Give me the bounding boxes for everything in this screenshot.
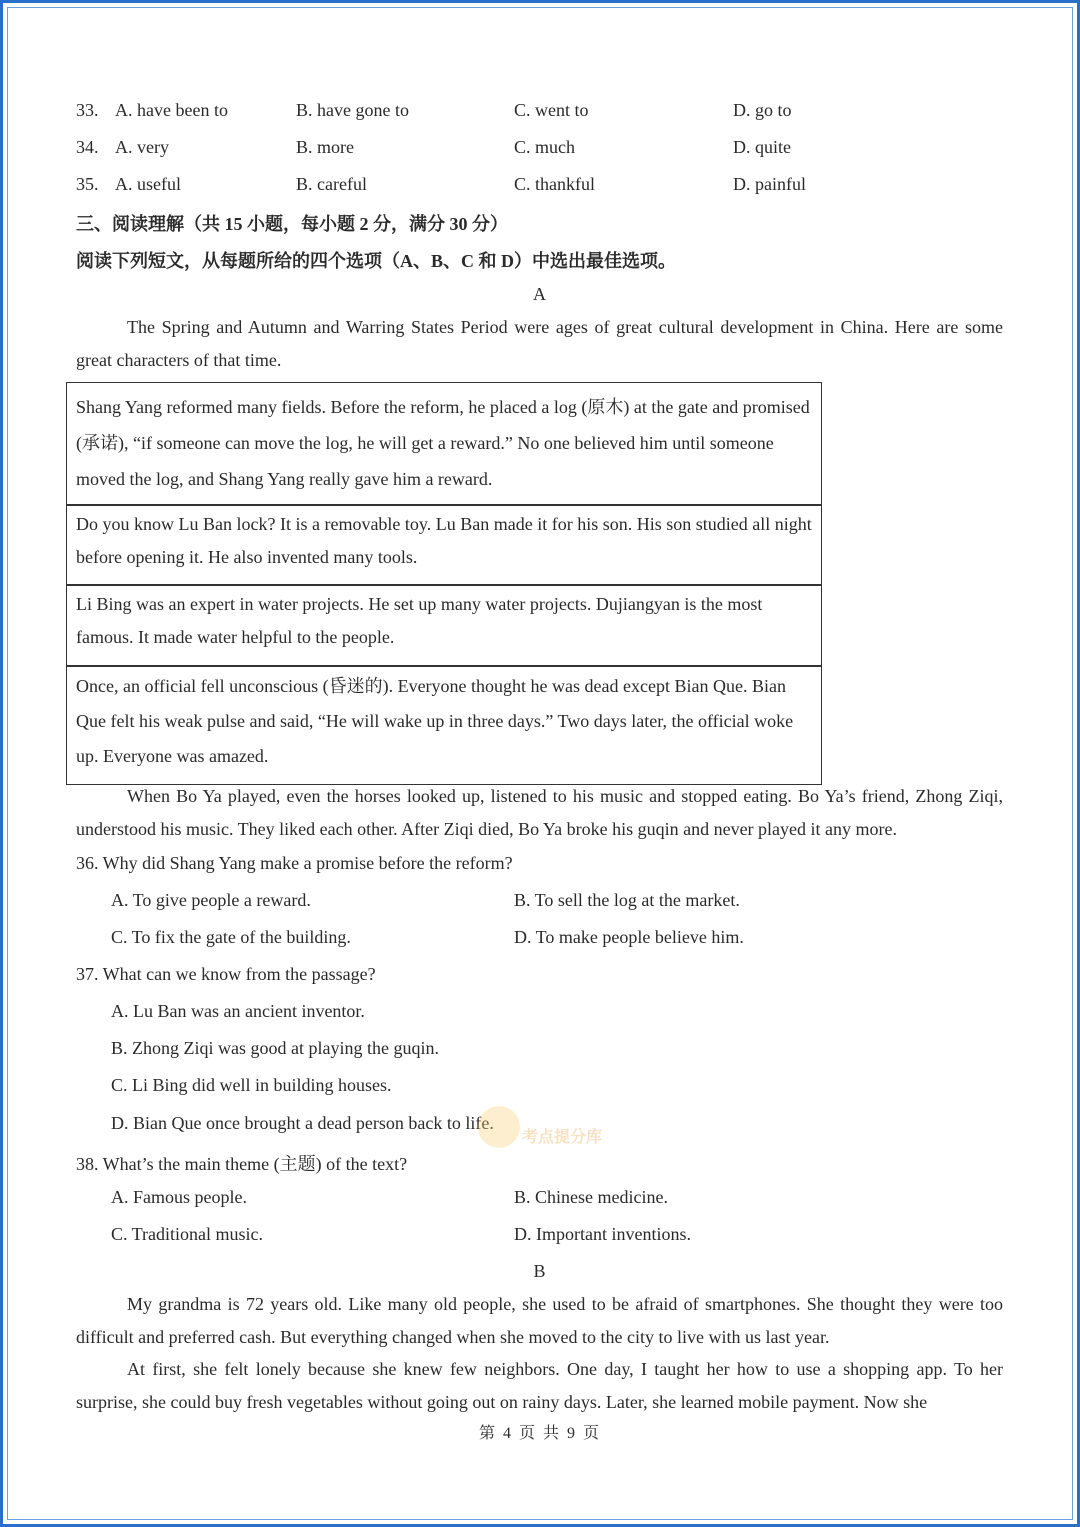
question-37-option-b: B. Zhong Ziqi was good at playing the guqin. xyxy=(111,1038,439,1058)
option-b: B. careful xyxy=(296,174,367,194)
option-c: C. went to xyxy=(514,100,589,120)
question-36-option-c: C. To fix the gate of the building. xyxy=(111,927,351,947)
question-number: 33. xyxy=(76,100,99,120)
question-number: 34. xyxy=(76,137,99,157)
question-38-stem: 38. What’s the main theme (主题) of the text? xyxy=(76,1154,408,1174)
passage-b-letter: B xyxy=(533,1261,546,1281)
watermark-text: 考点提分库 xyxy=(522,1127,603,1146)
page-footer: 第 4 页 共 9 页 xyxy=(478,1425,601,1442)
passage-a-outro: When Bo Ya played, even the horses looked up, listened to his music and stopped eating. Bo Ya’s friend, Zhong Ziqi, understood his music. They liked each other. After Ziqi died, Bo Ya broke his guqin and never played it any more. xyxy=(76,786,1003,839)
option-b: B. more xyxy=(296,137,354,157)
option-a: A. have been to xyxy=(115,100,228,120)
option-d: D. quite xyxy=(733,137,791,157)
passage-b-paragraph-2: At first, she felt lonely because she knew few neighbors. One day, I taught her how to use a shopping app. To her surprise, she could buy fresh vegetables without going out on rainy days. Later, she learned mobile payment. Now she xyxy=(76,1359,1003,1412)
question-36-option-b: B. To sell the log at the market. xyxy=(514,890,740,910)
question-38-option-d: D. Important inventions. xyxy=(514,1224,691,1244)
option-a: A. very xyxy=(115,137,169,157)
passage-a-letter: A xyxy=(533,284,546,304)
character-box-lu-ban: Do you know Lu Ban lock? It is a removable toy. Lu Ban made it for his son. His son studied all night before opening it. He also invented many tools. xyxy=(66,504,822,586)
option-a: A. useful xyxy=(115,174,181,194)
option-b: B. have gone to xyxy=(296,100,409,120)
character-box-shang-yang: Shang Yang reformed many fields. Before the reform, he placed a log (原木) at the gate and promised (承诺), “if someone can move the log, he will get a reward.” No one believed him until someone moved the log, and Shang Yang really gave him a reward. xyxy=(66,382,822,506)
question-38-option-a: A. Famous people. xyxy=(111,1187,247,1207)
sun-icon xyxy=(478,1106,520,1148)
option-c: C. much xyxy=(514,137,575,157)
watermark-logo xyxy=(470,1100,640,1160)
question-36-option-d: D. To make people believe him. xyxy=(514,927,744,947)
option-c: C. thankful xyxy=(514,174,595,194)
character-box-bian-que: Once, an official fell unconscious (昏迷的). Everyone thought he was dead except Bian Que. Bian Que felt his weak pulse and said, “He will wake up in three days.” Two days later, the official woke up. Everyone was amazed. xyxy=(66,665,822,785)
question-38-option-b: B. Chinese medicine. xyxy=(514,1187,668,1207)
option-d: D. painful xyxy=(733,174,806,194)
question-38-option-c: C. Traditional music. xyxy=(111,1224,264,1244)
question-37-stem: 37. What can we know from the passage? xyxy=(76,964,376,984)
character-box-li-bing: Li Bing was an expert in water projects. He set up many water projects. Dujiangyan is the most famous. It made water helpful to the people. xyxy=(66,584,822,667)
question-37-option-a: A. Lu Ban was an ancient inventor. xyxy=(111,1001,365,1021)
question-number: 35. xyxy=(76,174,99,194)
section-instruction: 阅读下列短文，从每题所给的四个选项（A、B、C 和 D）中选出最佳选项。 xyxy=(76,251,676,271)
question-37-option-d: D. Bian Que once brought a dead person back to life. xyxy=(111,1113,494,1133)
section-title: 三、阅读理解（共 15 小题，每小题 2 分，满分 30 分） xyxy=(76,214,508,234)
question-36-stem: 36. Why did Shang Yang make a promise before the reform? xyxy=(76,853,513,873)
passage-a-intro: The Spring and Autumn and Warring States Period were ages of great cultural development in China. Here are some great characters of that time. xyxy=(76,317,1003,370)
question-36-option-a: A. To give people a reward. xyxy=(111,890,311,910)
option-d: D. go to xyxy=(733,100,792,120)
question-37-option-c: C. Li Bing did well in building houses. xyxy=(111,1075,392,1095)
passage-b-paragraph-1: My grandma is 72 years old. Like many old people, she used to be afraid of smartphones. She thought they were too difficult and preferred cash. But everything changed when she moved to the city to live with us last year. xyxy=(76,1294,1003,1347)
